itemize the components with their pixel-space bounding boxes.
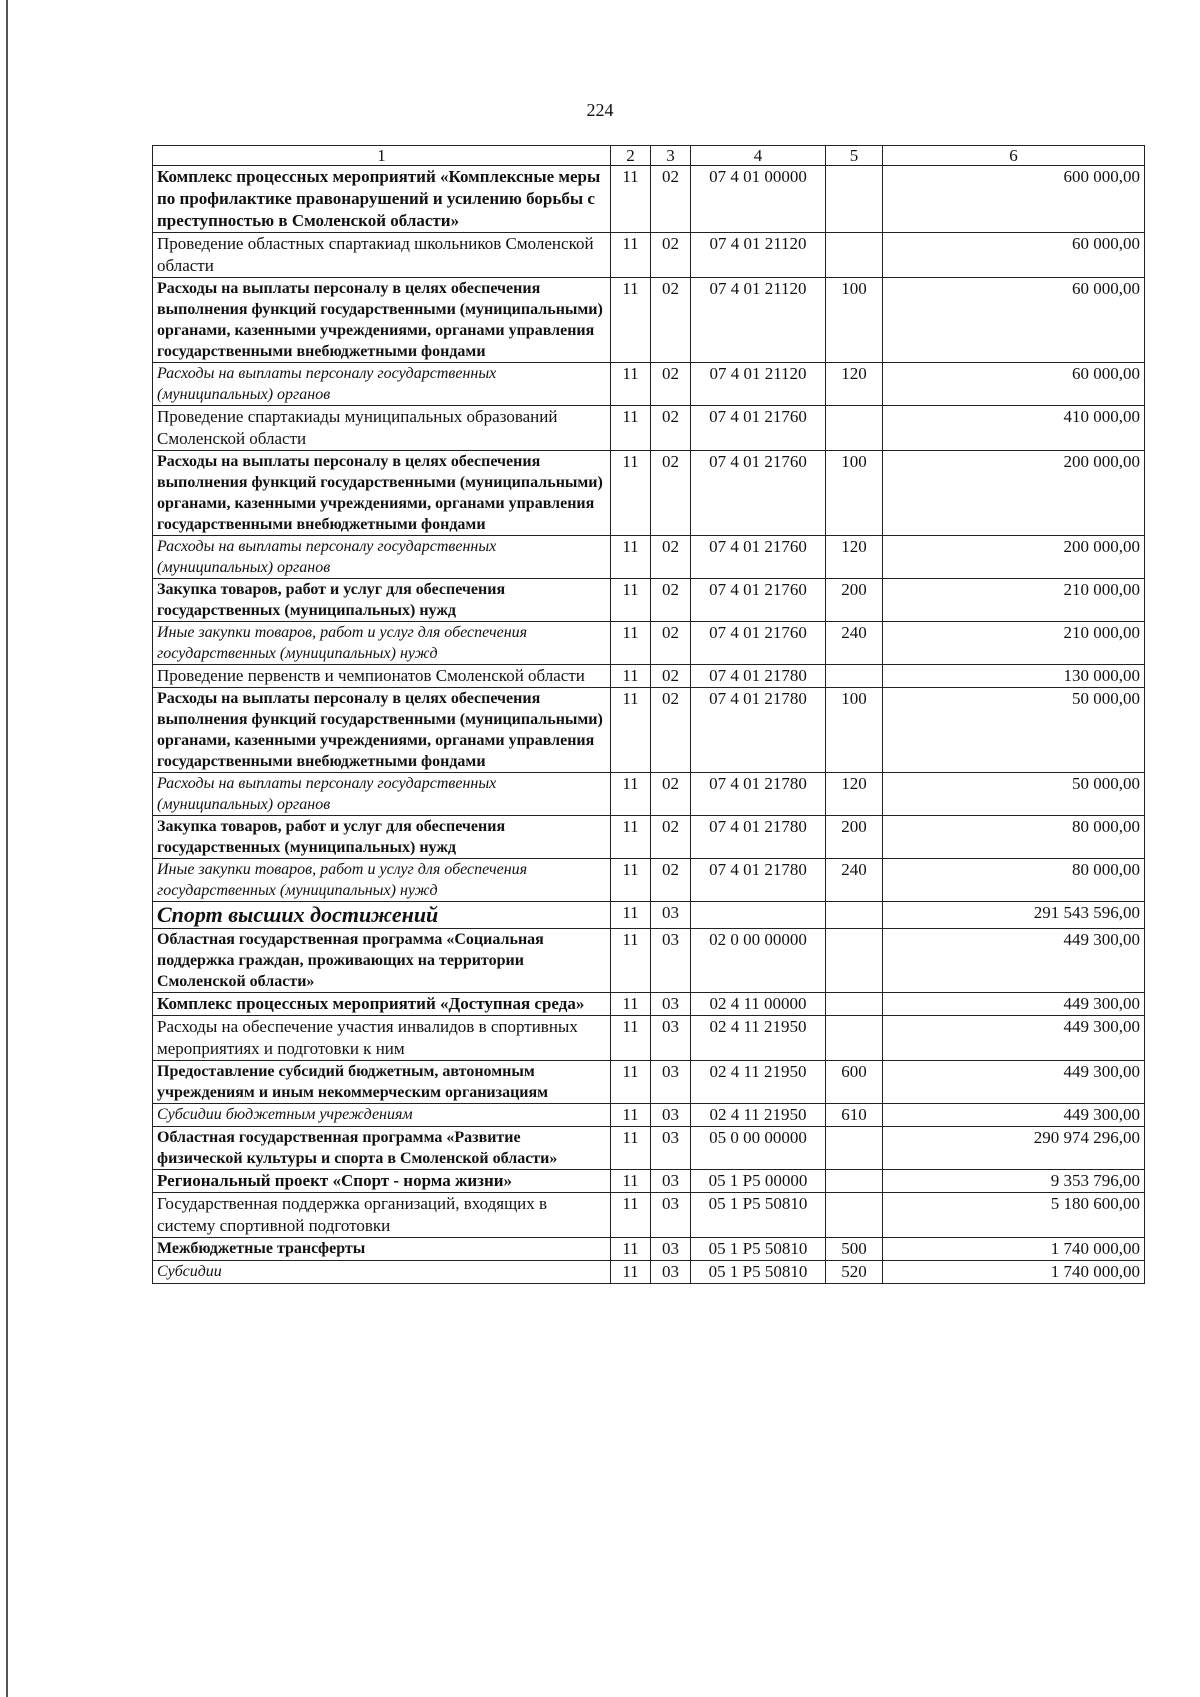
- row-amount-cell: 9 353 796,00: [883, 1170, 1145, 1193]
- row-subsection-cell: 03: [651, 1016, 691, 1061]
- row-name-cell: Закупка товаров, работ и услуг для обеспечения государственных (муниципальных) нужд: [153, 579, 611, 622]
- row-section-cell: 11: [611, 859, 651, 902]
- row-name-cell: Проведение спартакиады муниципальных образований Смоленской области: [153, 406, 611, 451]
- row-target-article-cell: 02 4 11 00000: [691, 993, 826, 1016]
- row-target-article-cell: 02 4 11 21950: [691, 1104, 826, 1127]
- row-expense-type-cell: [826, 1170, 883, 1193]
- row-section-cell: 11: [611, 902, 651, 929]
- row-section-cell: 11: [611, 816, 651, 859]
- row-subsection-cell: 03: [651, 1261, 691, 1284]
- row-amount-cell: 60 000,00: [883, 363, 1145, 406]
- row-expense-type-cell: 500: [826, 1238, 883, 1261]
- table-row: [153, 1193, 1145, 1238]
- row-subsection-cell: 02: [651, 363, 691, 406]
- row-target-article-cell: 05 1 Р5 50810: [691, 1261, 826, 1284]
- row-target-article-cell: 07 4 01 21120: [691, 233, 826, 278]
- row-name-cell: Комплекс процессных мероприятий «Комплексные меры по профилактике правонарушений и усилению борьбы с преступностью в Смоленской области»: [153, 166, 611, 233]
- row-expense-type-cell: [826, 993, 883, 1016]
- row-section-cell: 11: [611, 536, 651, 579]
- row-subsection-cell: 02: [651, 688, 691, 773]
- row-expense-type-cell: [826, 1127, 883, 1170]
- row-target-article-cell: 07 4 01 21760: [691, 406, 826, 451]
- row-amount-cell: 600 000,00: [883, 166, 1145, 233]
- row-expense-type-cell: [826, 1193, 883, 1238]
- row-subsection-cell: 02: [651, 816, 691, 859]
- table-row: [153, 1061, 1145, 1104]
- row-amount-cell: 50 000,00: [883, 688, 1145, 773]
- table-row: [153, 1170, 1145, 1193]
- row-section-cell: 11: [611, 1061, 651, 1104]
- row-expense-type-cell: 100: [826, 451, 883, 536]
- row-target-article-cell: 02 0 00 00000: [691, 929, 826, 993]
- row-subsection-cell: 03: [651, 1061, 691, 1104]
- row-name-cell: Проведение первенств и чемпионатов Смоленской области: [153, 665, 611, 688]
- row-name-cell: Спорт высших достижений: [153, 902, 611, 929]
- row-subsection-cell: 03: [651, 929, 691, 993]
- row-expense-type-cell: 120: [826, 773, 883, 816]
- header-cell-1: 1: [153, 146, 611, 166]
- row-amount-cell: 449 300,00: [883, 1104, 1145, 1127]
- row-name-cell: Иные закупки товаров, работ и услуг для обеспечения государственных (муниципальных) нужд: [153, 622, 611, 665]
- row-expense-type-cell: [826, 166, 883, 233]
- row-expense-type-cell: [826, 1016, 883, 1061]
- row-expense-type-cell: [826, 406, 883, 451]
- table-row: [153, 579, 1145, 622]
- row-expense-type-cell: 610: [826, 1104, 883, 1127]
- row-section-cell: 11: [611, 233, 651, 278]
- row-amount-cell: 200 000,00: [883, 451, 1145, 536]
- row-subsection-cell: 02: [651, 451, 691, 536]
- row-target-article-cell: 07 4 01 21760: [691, 579, 826, 622]
- row-subsection-cell: 02: [651, 579, 691, 622]
- header-cell-3: 3: [651, 146, 691, 166]
- row-section-cell: 11: [611, 1127, 651, 1170]
- header-row: [153, 146, 1145, 166]
- row-amount-cell: 449 300,00: [883, 929, 1145, 993]
- row-amount-cell: 80 000,00: [883, 859, 1145, 902]
- row-section-cell: 11: [611, 665, 651, 688]
- row-target-article-cell: 05 1 Р5 00000: [691, 1170, 826, 1193]
- row-target-article-cell: [691, 902, 826, 929]
- row-name-cell: Комплекс процессных мероприятий «Доступная среда»: [153, 993, 611, 1016]
- row-name-cell: Расходы на выплаты персоналу в целях обеспечения выполнения функций государственными (муниципальными) органами, казенными учреждениями, органами управления государственными внебюджетными фондами: [153, 688, 611, 773]
- row-name-cell: Расходы на выплаты персоналу государственных (муниципальных) органов: [153, 773, 611, 816]
- row-expense-type-cell: 240: [826, 859, 883, 902]
- row-subsection-cell: 03: [651, 993, 691, 1016]
- row-section-cell: 11: [611, 451, 651, 536]
- row-amount-cell: 290 974 296,00: [883, 1127, 1145, 1170]
- budget-table-body: [153, 146, 1145, 1284]
- row-subsection-cell: 03: [651, 902, 691, 929]
- row-subsection-cell: 02: [651, 773, 691, 816]
- row-section-cell: 11: [611, 166, 651, 233]
- row-amount-cell: 210 000,00: [883, 622, 1145, 665]
- table-row: [153, 1016, 1145, 1061]
- row-target-article-cell: 07 4 01 00000: [691, 166, 826, 233]
- row-name-cell: Расходы на выплаты персоналу государственных (муниципальных) органов: [153, 363, 611, 406]
- table-row: [153, 859, 1145, 902]
- row-amount-cell: 210 000,00: [883, 579, 1145, 622]
- table-row: [153, 406, 1145, 451]
- row-subsection-cell: 02: [651, 622, 691, 665]
- row-section-cell: 11: [611, 688, 651, 773]
- row-target-article-cell: 05 1 Р5 50810: [691, 1193, 826, 1238]
- header-cell-6: 6: [883, 146, 1145, 166]
- row-subsection-cell: 02: [651, 859, 691, 902]
- row-section-cell: 11: [611, 278, 651, 363]
- row-target-article-cell: 05 0 00 00000: [691, 1127, 826, 1170]
- table-row: [153, 902, 1145, 929]
- row-section-cell: 11: [611, 579, 651, 622]
- row-subsection-cell: 02: [651, 406, 691, 451]
- row-subsection-cell: 03: [651, 1127, 691, 1170]
- row-name-cell: Предоставление субсидий бюджетным, автономным учреждениям и иным некоммерческим организациям: [153, 1061, 611, 1104]
- row-expense-type-cell: 200: [826, 579, 883, 622]
- row-name-cell: Субсидии: [153, 1261, 611, 1284]
- row-amount-cell: 1 740 000,00: [883, 1261, 1145, 1284]
- row-subsection-cell: 03: [651, 1170, 691, 1193]
- row-target-article-cell: 07 4 01 21760: [691, 536, 826, 579]
- row-section-cell: 11: [611, 1193, 651, 1238]
- page-binding-edge: [6, 0, 8, 1697]
- row-name-cell: Областная государственная программа «Развитие физической культуры и спорта в Смоленской области»: [153, 1127, 611, 1170]
- row-target-article-cell: 07 4 01 21760: [691, 451, 826, 536]
- row-subsection-cell: 02: [651, 233, 691, 278]
- row-subsection-cell: 02: [651, 166, 691, 233]
- table-row: [153, 166, 1145, 233]
- row-expense-type-cell: 240: [826, 622, 883, 665]
- row-expense-type-cell: 120: [826, 363, 883, 406]
- row-name-cell: Межбюджетные трансферты: [153, 1238, 611, 1261]
- row-name-cell: Расходы на выплаты персоналу государственных (муниципальных) органов: [153, 536, 611, 579]
- row-section-cell: 11: [611, 363, 651, 406]
- page-number: 224: [586, 100, 614, 120]
- row-subsection-cell: 02: [651, 278, 691, 363]
- row-section-cell: 11: [611, 1104, 651, 1127]
- table-row: [153, 536, 1145, 579]
- row-expense-type-cell: [826, 233, 883, 278]
- row-section-cell: 11: [611, 1170, 651, 1193]
- row-expense-type-cell: 600: [826, 1061, 883, 1104]
- row-amount-cell: 50 000,00: [883, 773, 1145, 816]
- row-name-cell: Проведение областных спартакиад школьников Смоленской области: [153, 233, 611, 278]
- row-name-cell: Расходы на выплаты персоналу в целях обеспечения выполнения функций государственными (муниципальными) органами, казенными учреждениями, органами управления государственными внебюджетными фондами: [153, 278, 611, 363]
- table-row: [153, 1127, 1145, 1170]
- row-target-article-cell: 07 4 01 21120: [691, 363, 826, 406]
- row-target-article-cell: 02 4 11 21950: [691, 1016, 826, 1061]
- header-cell-2: 2: [611, 146, 651, 166]
- row-target-article-cell: 02 4 11 21950: [691, 1061, 826, 1104]
- row-name-cell: Иные закупки товаров, работ и услуг для обеспечения государственных (муниципальных) нужд: [153, 859, 611, 902]
- row-target-article-cell: 07 4 01 21120: [691, 278, 826, 363]
- row-amount-cell: 410 000,00: [883, 406, 1145, 451]
- table-row: [153, 929, 1145, 993]
- row-section-cell: 11: [611, 773, 651, 816]
- row-name-cell: Закупка товаров, работ и услуг для обеспечения государственных (муниципальных) нужд: [153, 816, 611, 859]
- row-name-cell: Расходы на обеспечение участия инвалидов в спортивных мероприятиях и подготовки к ним: [153, 1016, 611, 1061]
- row-section-cell: 11: [611, 622, 651, 665]
- row-name-cell: Областная государственная программа «Социальная поддержка граждан, проживающих на территории Смоленской области»: [153, 929, 611, 993]
- row-amount-cell: 449 300,00: [883, 1061, 1145, 1104]
- row-amount-cell: 291 543 596,00: [883, 902, 1145, 929]
- row-target-article-cell: 05 1 Р5 50810: [691, 1238, 826, 1261]
- row-expense-type-cell: [826, 929, 883, 993]
- row-expense-type-cell: 200: [826, 816, 883, 859]
- row-subsection-cell: 02: [651, 536, 691, 579]
- header-cell-5: 5: [826, 146, 883, 166]
- row-expense-type-cell: 120: [826, 536, 883, 579]
- row-section-cell: 11: [611, 1261, 651, 1284]
- row-section-cell: 11: [611, 1238, 651, 1261]
- table-row: [153, 665, 1145, 688]
- table-row: [153, 451, 1145, 536]
- row-amount-cell: 5 180 600,00: [883, 1193, 1145, 1238]
- row-section-cell: 11: [611, 929, 651, 993]
- row-expense-type-cell: [826, 665, 883, 688]
- table-row: [153, 1238, 1145, 1261]
- row-subsection-cell: 03: [651, 1193, 691, 1238]
- budget-table: [152, 145, 1145, 1284]
- table-row: [153, 773, 1145, 816]
- row-expense-type-cell: 100: [826, 688, 883, 773]
- row-target-article-cell: 07 4 01 21760: [691, 622, 826, 665]
- row-target-article-cell: 07 4 01 21780: [691, 859, 826, 902]
- row-amount-cell: 1 740 000,00: [883, 1238, 1145, 1261]
- header-cell-4: 4: [691, 146, 826, 166]
- row-amount-cell: 60 000,00: [883, 233, 1145, 278]
- row-target-article-cell: 07 4 01 21780: [691, 665, 826, 688]
- row-target-article-cell: 07 4 01 21780: [691, 688, 826, 773]
- row-expense-type-cell: 520: [826, 1261, 883, 1284]
- row-section-cell: 11: [611, 993, 651, 1016]
- table-row: [153, 278, 1145, 363]
- table-row: [153, 993, 1145, 1016]
- row-subsection-cell: 03: [651, 1104, 691, 1127]
- row-expense-type-cell: 100: [826, 278, 883, 363]
- table-row: [153, 688, 1145, 773]
- row-section-cell: 11: [611, 1016, 651, 1061]
- row-name-cell: Расходы на выплаты персоналу в целях обеспечения выполнения функций государственными (муниципальными) органами, казенными учреждениями, органами управления государственными внебюджетными фондами: [153, 451, 611, 536]
- row-subsection-cell: 03: [651, 1238, 691, 1261]
- row-name-cell: Государственная поддержка организаций, входящих в систему спортивной подготовки: [153, 1193, 611, 1238]
- row-target-article-cell: 07 4 01 21780: [691, 773, 826, 816]
- row-amount-cell: 130 000,00: [883, 665, 1145, 688]
- table-row: [153, 1261, 1145, 1284]
- row-expense-type-cell: [826, 902, 883, 929]
- row-target-article-cell: 07 4 01 21780: [691, 816, 826, 859]
- row-amount-cell: 200 000,00: [883, 536, 1145, 579]
- row-subsection-cell: 02: [651, 665, 691, 688]
- table-row: [153, 1104, 1145, 1127]
- table-row: [153, 816, 1145, 859]
- table-row: [153, 233, 1145, 278]
- row-name-cell: Субсидии бюджетным учреждениям: [153, 1104, 611, 1127]
- row-section-cell: 11: [611, 406, 651, 451]
- row-amount-cell: 449 300,00: [883, 993, 1145, 1016]
- table-row: [153, 622, 1145, 665]
- row-amount-cell: 449 300,00: [883, 1016, 1145, 1061]
- row-amount-cell: 80 000,00: [883, 816, 1145, 859]
- row-name-cell: Региональный проект «Спорт - норма жизни»: [153, 1170, 611, 1193]
- table-row: [153, 363, 1145, 406]
- row-amount-cell: 60 000,00: [883, 278, 1145, 363]
